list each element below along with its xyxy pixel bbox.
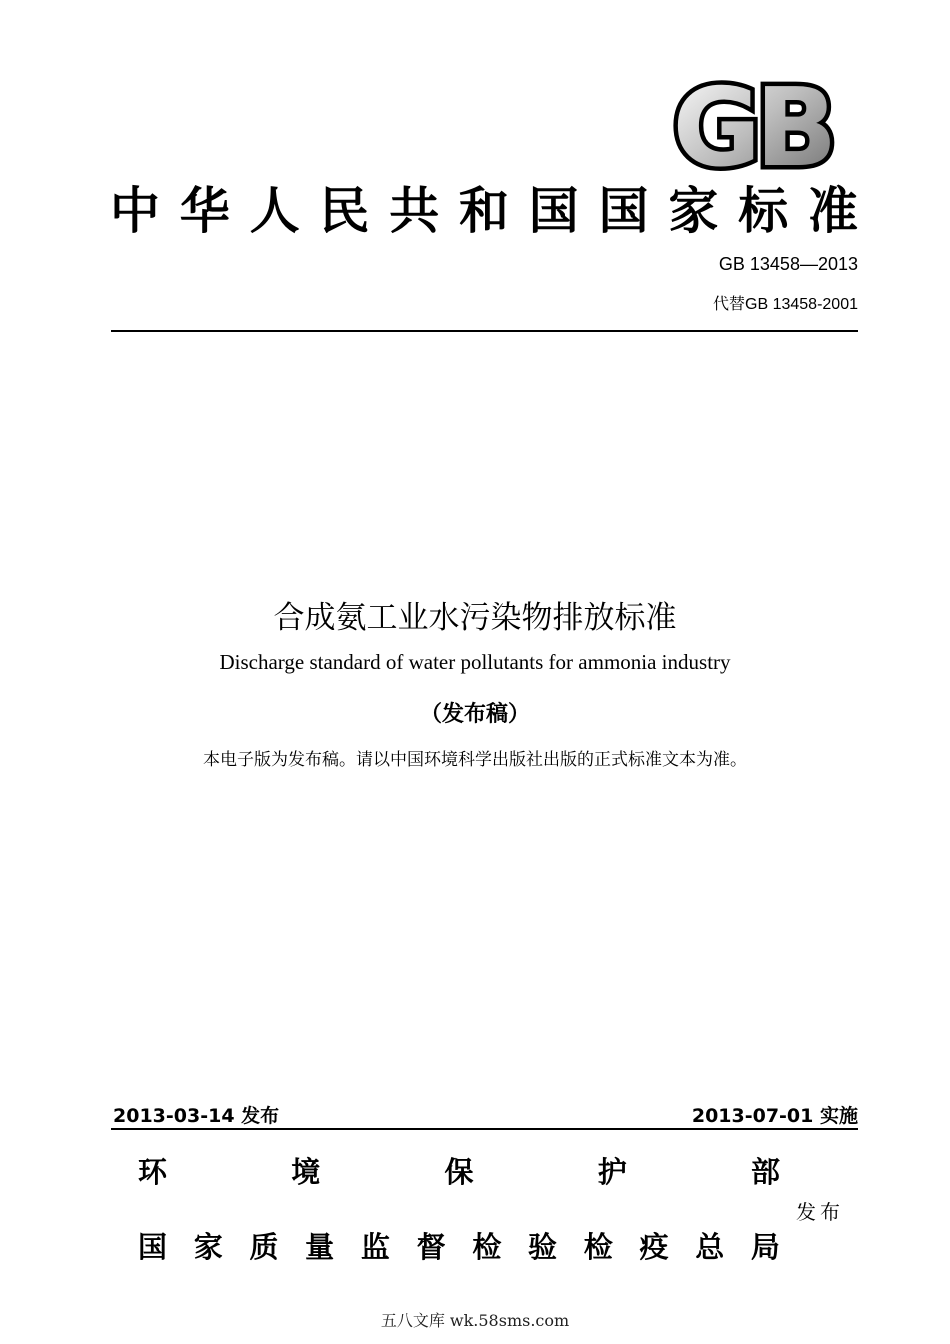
replaces-line xyxy=(713,291,858,314)
org-char: 检 xyxy=(472,1230,502,1264)
publish-label: 发布 xyxy=(796,1200,844,1224)
replaced-standard-number: GB 13458-2001 xyxy=(745,296,858,313)
issuing-org-quality xyxy=(138,1225,780,1266)
document-title-chinese: 合成氨工业水污染物排放标准 xyxy=(273,600,677,636)
org-char: 环 xyxy=(138,1155,168,1189)
org-char: 督 xyxy=(416,1230,446,1264)
org-char: 护 xyxy=(597,1155,627,1189)
document-title-english: Discharge standard of water pollutants for ammonia industry xyxy=(219,650,731,674)
gb-logo xyxy=(661,77,843,173)
national-standard-title: 中华人民共和国国家标准 xyxy=(110,182,860,240)
draft-label: （发布稿） xyxy=(419,701,530,727)
top-divider xyxy=(111,330,858,332)
watermark-link[interactable]: 五八文库 wk.58sms.com xyxy=(380,1311,570,1330)
issue-date: 2013-03-14 发布 xyxy=(113,1105,280,1127)
org-char: 量 xyxy=(305,1230,335,1264)
org-char: 部 xyxy=(750,1155,780,1189)
org-char: 境 xyxy=(291,1155,321,1189)
implementation-date: 2013-07-01 实施 xyxy=(691,1105,858,1127)
org-char: 检 xyxy=(583,1230,613,1264)
org-char: 局 xyxy=(750,1230,780,1264)
issuing-org-environment xyxy=(138,1150,780,1191)
standard-number: GB 13458—2013 xyxy=(718,254,858,274)
bottom-divider xyxy=(111,1128,858,1130)
org-char: 家 xyxy=(193,1230,223,1264)
org-char: 监 xyxy=(360,1230,390,1264)
edition-notice: 本电子版为发布稿。请以中国环境科学出版社出版的正式标准文本为准。 xyxy=(203,750,747,770)
org-char: 保 xyxy=(444,1155,474,1189)
org-char: 验 xyxy=(528,1230,558,1264)
replaces-prefix: 代替 xyxy=(713,294,746,313)
org-char: 疫 xyxy=(639,1230,669,1264)
org-char: 总 xyxy=(695,1230,725,1264)
org-char: 国 xyxy=(138,1230,168,1264)
gb-logo-text: GB xyxy=(672,77,832,173)
org-char: 质 xyxy=(249,1230,279,1264)
